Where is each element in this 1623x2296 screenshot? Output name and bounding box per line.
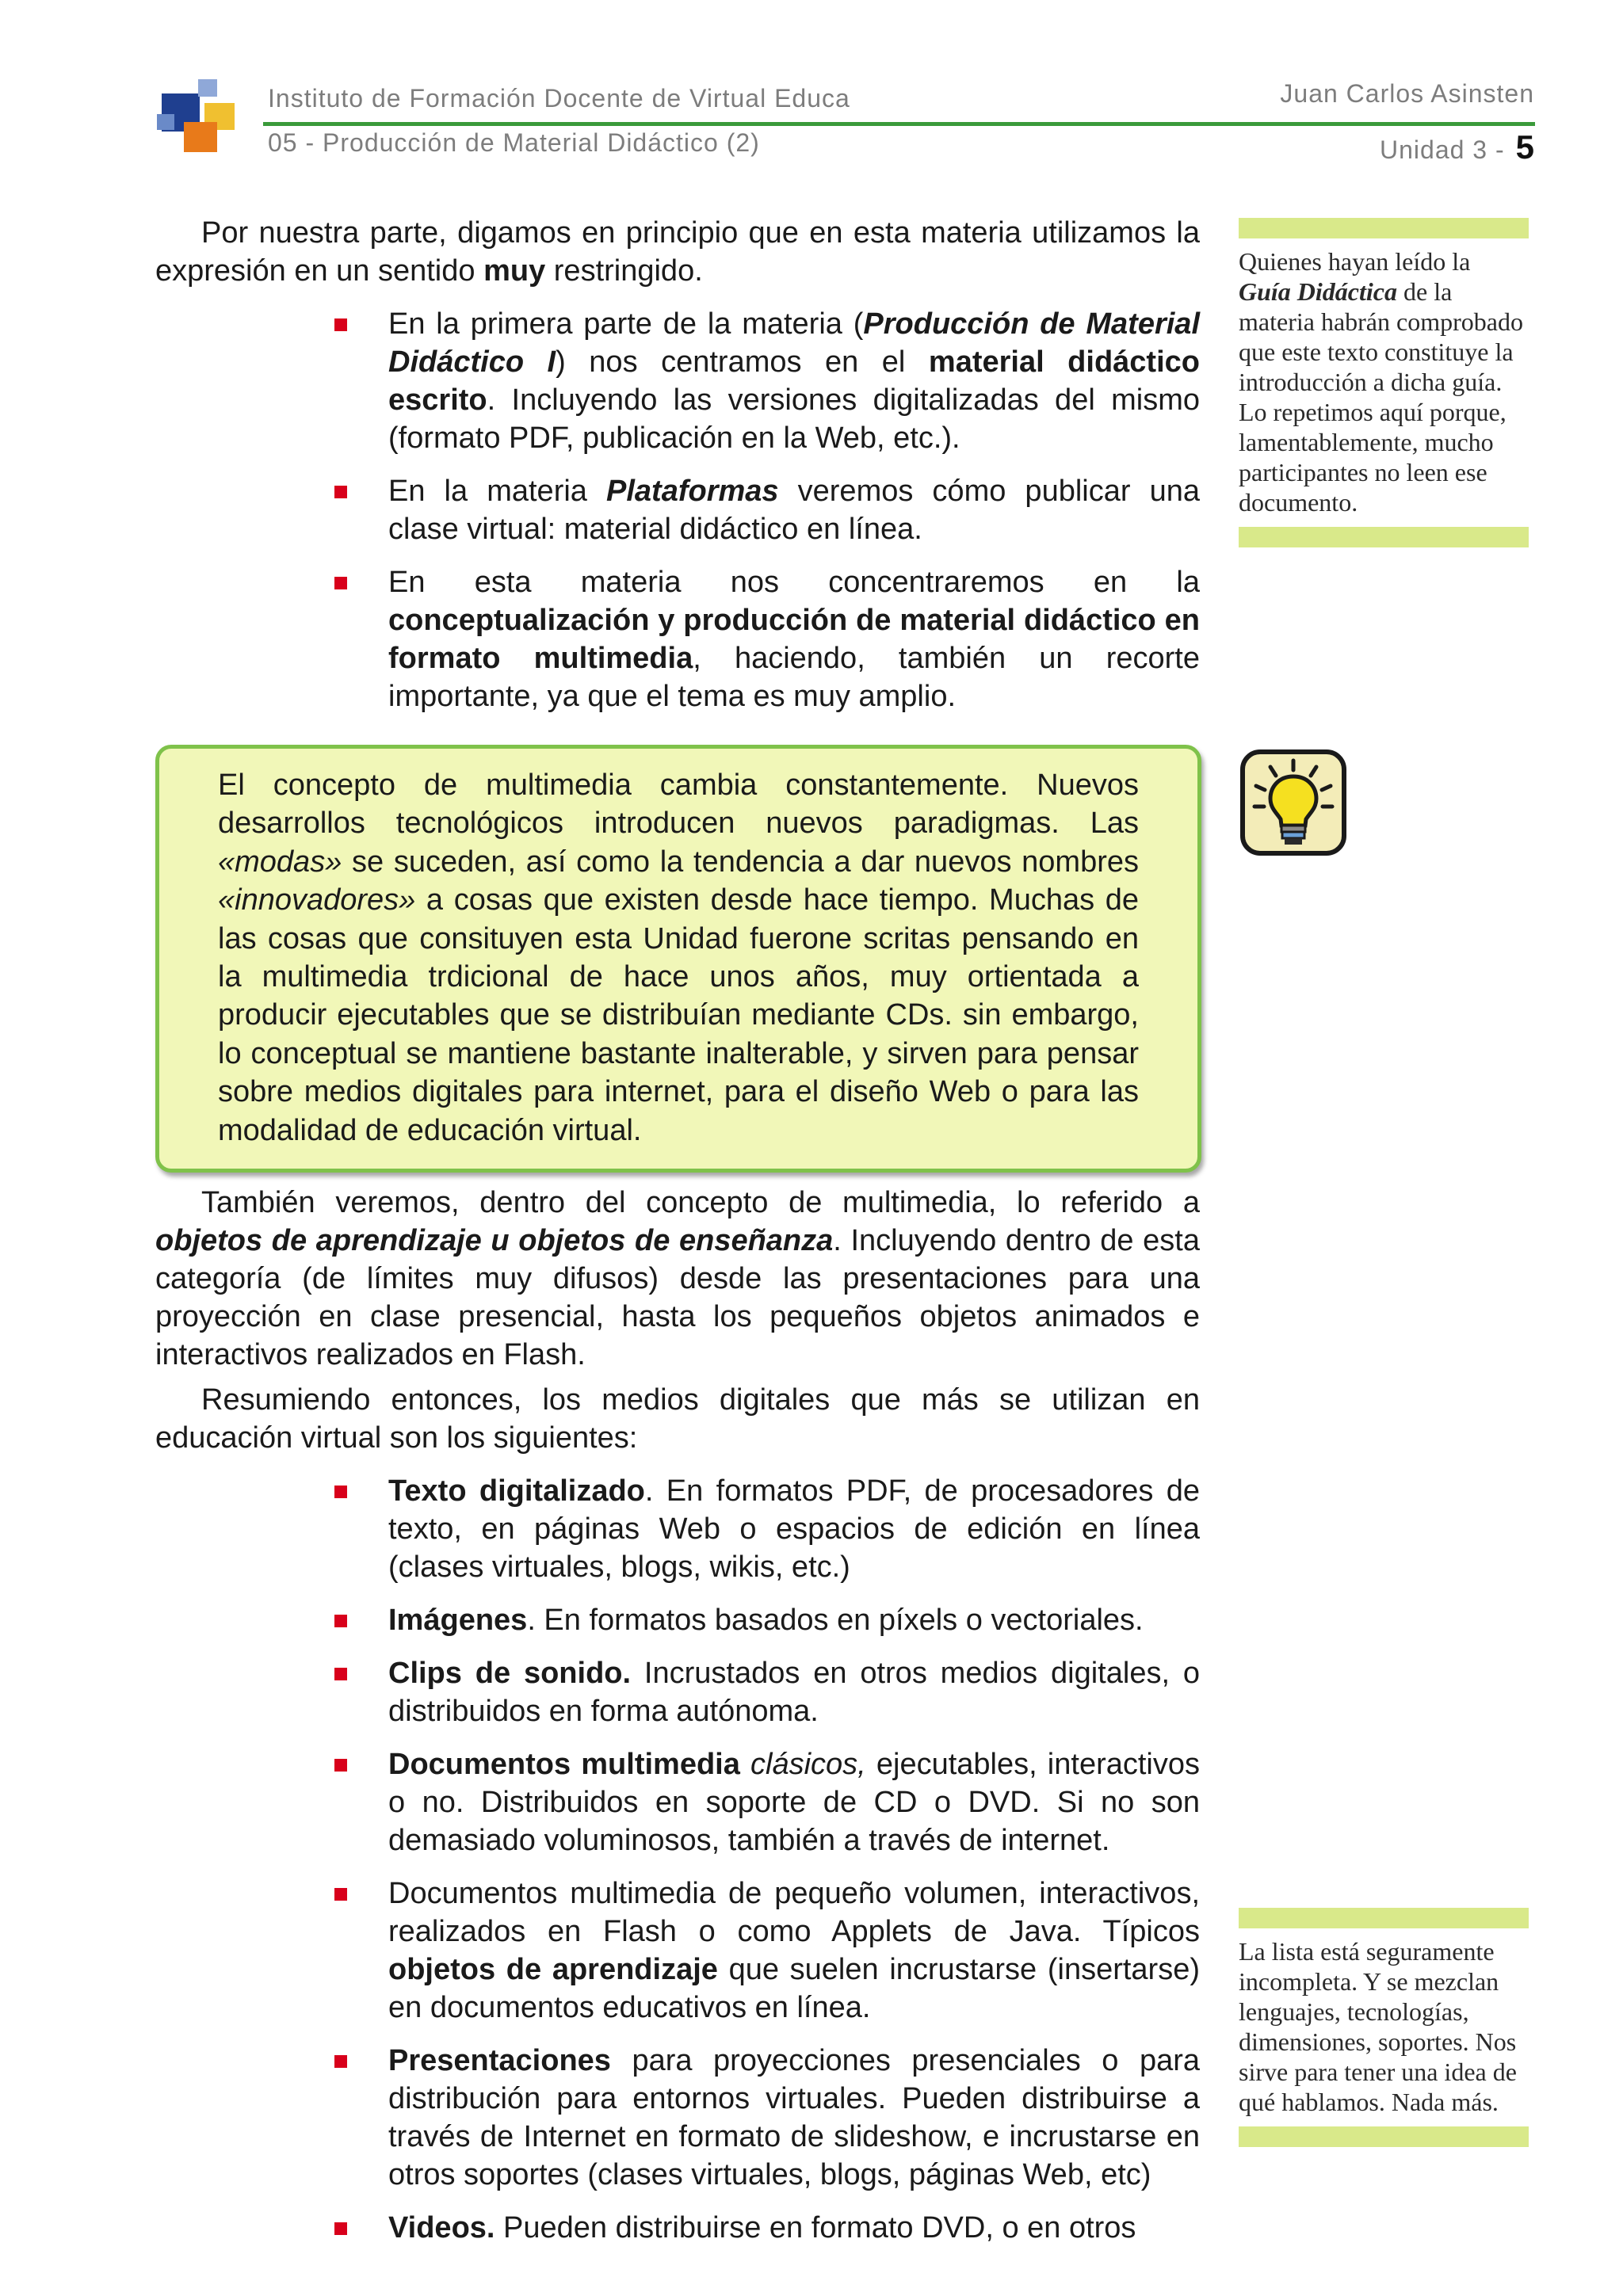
- red-square-bullet-icon: [334, 1759, 347, 1772]
- sidenote-top-bar: [1239, 1908, 1529, 1928]
- red-square-bullet-icon: [334, 1888, 347, 1901]
- list-item: Videos. Pueden distribuirse en formato DVD, o en otros: [155, 2209, 1200, 2247]
- institute-logo: [155, 76, 242, 152]
- red-square-bullet-icon: [334, 1486, 347, 1498]
- digital-media-list: [155, 1472, 1200, 2247]
- list-item: En la materia Plataformas veremos cómo publicar una clase virtual: material didáctico en línea.: [155, 472, 1200, 548]
- list-item: En la primera parte de la materia (Producción de Material Didáctico I) nos centramos en el material didáctico escrito. Incluyendo las versiones digitalizadas del mismo (formato PDF, publicación en la Web, etc.).: [155, 305, 1200, 457]
- sidenote-bottom-bar: [1239, 527, 1529, 547]
- red-square-bullet-icon: [334, 2055, 347, 2068]
- red-square-bullet-icon: [334, 318, 347, 331]
- list-item: Documentos multimedia de pequeño volumen, interactivos, realizados en Flash o como Applets de Java. Típicos objetos de aprendizaje que suelen incrustarse (insertarse) en documentos educativos en línea.: [155, 1875, 1200, 2027]
- red-square-bullet-icon: [334, 486, 347, 498]
- unit-label: Unidad 3 -: [1380, 135, 1505, 164]
- list-item: Clips de sonido. Incrustados en otros medios digitales, o distribuidos en forma autónoma.: [155, 1654, 1200, 1730]
- materia-list: [155, 305, 1200, 715]
- sidenote-text: Quienes hayan leído la Guía Didáctica de la materia habrán comprobado que este texto constituye la introducción a dicha guía. Lo repetimos aquí porque, lamentablemente, mucho participantes no leen ese documento.: [1239, 247, 1523, 517]
- list-item: En esta materia nos concentraremos en la conceptualización y producción de material didáctico en formato multimedia, haciendo, también un recorte importante, ya que el tema es muy amplio.: [155, 563, 1200, 715]
- header-institute: Instituto de Formación Docente de Virtual Educa: [268, 84, 850, 113]
- list-item: Texto digitalizado. En formatos PDF, de procesadores de texto, en páginas Web o espacios de edición en línea (clases virtuales, blogs, wikis, etc.): [155, 1472, 1200, 1586]
- list-item: Presentaciones para proyecciones presenciales o para distribución para entornos virtuales. Pueden distribuirse a través de Internet en formato de slideshow, e incrustarse en otros soportes (clases virtuales, blogs, páginas Web, etc): [155, 2042, 1200, 2194]
- list-item: Imágenes. En formatos basados en píxels o vectoriales.: [155, 1601, 1200, 1639]
- red-square-bullet-icon: [334, 577, 347, 589]
- header-author: Juan Carlos Asinsten: [1280, 79, 1534, 108]
- red-square-bullet-icon: [334, 2222, 347, 2235]
- sidenote-guia-didactica: [1239, 218, 1529, 547]
- lightbulb-icon: [1239, 748, 1348, 857]
- main-bottom: [155, 1184, 1200, 2262]
- summary-paragraph: Resumiendo entonces, los medios digitales que más se utilizan en educación virtual son los siguientes:: [155, 1383, 1200, 1455]
- header-course: 05 - Producción de Material Didáctico (2): [268, 128, 760, 157]
- header-unit: [1380, 128, 1534, 166]
- header-rule: [263, 122, 1535, 126]
- sidenote-bottom-bar: [1239, 2126, 1529, 2147]
- intro-paragraph: Por nuestra parte, digamos en principio que en esta materia utilizamos la expresión en un sentido muy restringido.: [155, 216, 1200, 288]
- multimedia-callout-box: El concepto de multimedia cambia constantemente. Nuevos desarrollos tecnológicos introducen nuevos paradigmas. Las «modas» se suceden, así como la tendencia a dar nuevos nombres «innovadores» a cosas que existen desde hace tiempo. Muchas de las cosas que consituyen esta Unidad fuerone scritas pensando en la multimedia trdicional de hace unos años, muy ortientada a producir ejecutables que se distribuían mediante CDs. sin embargo, lo conceptual se mantiene bastante inalterable, y sirven para pensar sobre medios digitales para internet, para el diseño Web o para las modalidad de educación virtual.: [155, 745, 1201, 1173]
- main-top: [155, 214, 1200, 730]
- list-item: Documentos multimedia clásicos, ejecutables, interactivos o no. Distribuidos en soporte de CD o DVD. Si no son demasiado voluminosos, también a través de internet.: [155, 1745, 1200, 1859]
- red-square-bullet-icon: [334, 1668, 347, 1680]
- sidenote-top-bar: [1239, 218, 1529, 238]
- objects-paragraph: También veremos, dentro del concepto de multimedia, lo referido a objetos de aprendizaje u objetos de enseñanza. Incluyendo dentro de esta categoría (de límites muy difusos) desde las presentaciones para una proyección en clase presencial, hasta los pequeños objetos animados e interactivos realizados en Flash.: [155, 1186, 1200, 1371]
- page-number: 5: [1515, 128, 1534, 166]
- red-square-bullet-icon: [334, 1615, 347, 1627]
- sidenote-text: La lista está seguramente incompleta. Y se mezclan lenguajes, tecnologías, dimensiones, soportes. Nos sirve para tener una idea de qué hablamos. Nada más.: [1239, 1937, 1517, 2116]
- sidenote-list-incomplete: [1239, 1908, 1529, 2147]
